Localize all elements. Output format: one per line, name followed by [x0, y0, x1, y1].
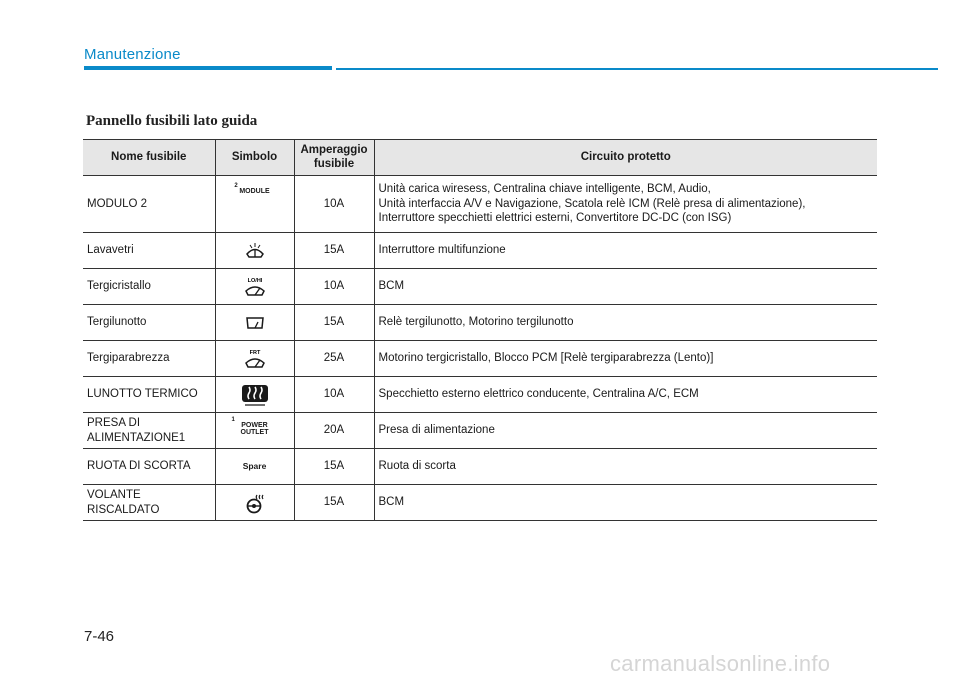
fuse-table [83, 139, 877, 521]
fuse-name: VOLANTE RISCALDATO [83, 485, 215, 521]
fuse-circuit: Presa di alimentazione [374, 413, 877, 449]
fuse-symbol [215, 449, 294, 485]
fuse-circuit: Relè tergilunotto, Motorino tergilunotto [374, 305, 877, 341]
fuse-symbol [215, 176, 294, 233]
fuse-circuit: Interruttore multifunzione [374, 233, 877, 269]
watermark: carmanualsonline.info [610, 651, 831, 676]
fuse-amperage: 10A [294, 176, 374, 233]
module-2-symbol: 2 MODULE [234, 182, 270, 195]
header-rule-thin [336, 68, 938, 70]
column-header-symbol: Simbolo [215, 140, 294, 176]
header-rule-thick [84, 66, 332, 70]
fuse-symbol [215, 485, 294, 521]
fuse-circuit: Ruota di scorta [374, 449, 877, 485]
rear-wiper-icon [220, 314, 290, 332]
fuse-name: Tergiparabrezza [83, 341, 215, 377]
page-subtitle: Pannello fusibili lato guida [86, 113, 258, 129]
power-outlet-symbol: 1 POWER OUTLET [231, 416, 269, 437]
fuse-amperage: 15A [294, 485, 374, 521]
page-number: 7-46 [84, 628, 115, 645]
spare-symbol: Spare [242, 461, 267, 472]
fuse-name: LUNOTTO TERMICO [83, 377, 215, 413]
table-row [83, 341, 877, 377]
table-row [83, 269, 877, 305]
section-title: Manutenzione [84, 46, 181, 63]
table-header-row [83, 140, 877, 176]
fuse-amperage: 20A [294, 413, 374, 449]
fuse-amperage: 15A [294, 449, 374, 485]
table-row [83, 449, 877, 485]
washer-icon [220, 242, 290, 260]
wiper-lo-hi-icon [220, 276, 290, 298]
fuse-name: PRESA DI ALIMENTAZIONE1 [83, 413, 215, 449]
fuse-amperage: 25A [294, 341, 374, 377]
fuse-circuit: Unità carica wiresess, Centralina chiave intelligente, BCM, Audio, Unità interfaccia A/V e Navigazione, Scatola relè ICM (Relè presa di alimentazione), Interruttore specchietti elettrici esterni, Convertitore DC-DC (con ISG) [374, 176, 877, 233]
fuse-name: RUOTA DI SCORTA [83, 449, 215, 485]
fuse-circuit: BCM [374, 269, 877, 305]
column-header-amperage: Amperaggio fusibile [294, 140, 374, 176]
fuse-symbol [215, 269, 294, 305]
fuse-symbol [215, 341, 294, 377]
rear-defrost-icon [220, 382, 290, 408]
table-row [83, 233, 877, 269]
wiper-frt-icon [220, 348, 290, 370]
svg-text:LO/HI: LO/HI [247, 277, 262, 284]
table-row [83, 377, 877, 413]
fuse-name: Tergicristallo [83, 269, 215, 305]
fuse-amperage: 10A [294, 377, 374, 413]
table-row [83, 413, 877, 449]
fuse-name: Tergilunotto [83, 305, 215, 341]
fuse-circuit: Specchietto esterno elettrico conducente, Centralina A/C, ECM [374, 377, 877, 413]
svg-text:FRT: FRT [249, 349, 260, 356]
fuse-amperage: 15A [294, 233, 374, 269]
fuse-amperage: 15A [294, 305, 374, 341]
column-header-circuit: Circuito protetto [374, 140, 877, 176]
fuse-symbol [215, 377, 294, 413]
table-row [83, 305, 877, 341]
fuse-name: Lavavetri [83, 233, 215, 269]
fuse-circuit: Motorino tergicristallo, Blocco PCM [Relè tergiparabrezza (Lento)] [374, 341, 877, 377]
fuse-symbol [215, 413, 294, 449]
table-row [83, 485, 877, 521]
fuse-symbol [215, 305, 294, 341]
fuse-name: MODULO 2 [83, 176, 215, 233]
fuse-symbol [215, 233, 294, 269]
column-header-name: Nome fusibile [83, 140, 215, 176]
heated-steering-icon [220, 492, 290, 514]
table-row [83, 176, 877, 233]
fuse-amperage: 10A [294, 269, 374, 305]
fuse-circuit: BCM [374, 485, 877, 521]
